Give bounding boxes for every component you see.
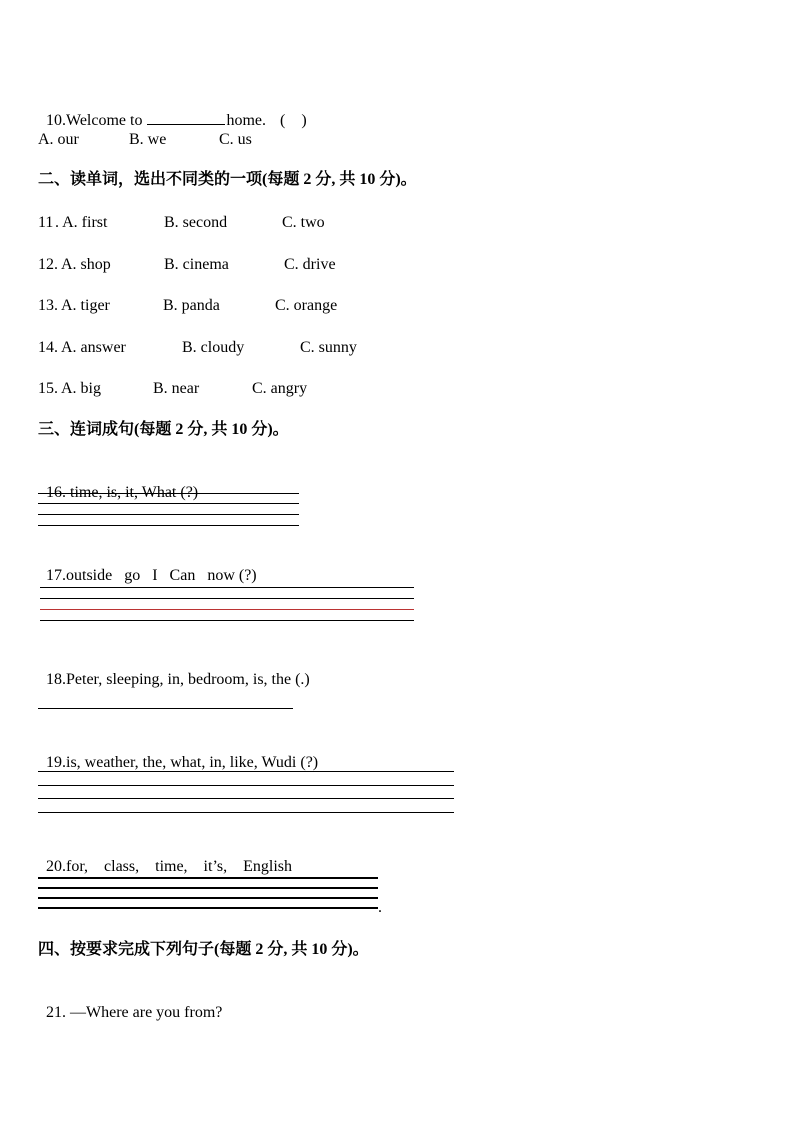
answer-line[interactable] bbox=[40, 620, 414, 621]
question-13-number: 13. bbox=[38, 297, 58, 314]
question-prompt: . time, is, it, What (?) bbox=[62, 484, 199, 501]
option-c: C. two bbox=[282, 214, 325, 231]
question-20 bbox=[38, 837, 292, 877]
answer-line[interactable] bbox=[38, 798, 454, 799]
section-4-heading: 四、按要求完成下列句子(每题 2 分, 共 10 分)。 bbox=[38, 941, 369, 958]
answer-line[interactable] bbox=[38, 785, 454, 786]
answer-line[interactable] bbox=[38, 812, 454, 813]
question-19 bbox=[38, 733, 318, 773]
option-c: C. sunny bbox=[300, 339, 357, 356]
option-b: B. cinema bbox=[164, 256, 229, 273]
question-18 bbox=[38, 650, 310, 690]
answer-line[interactable] bbox=[38, 525, 299, 526]
option-a: A. shop bbox=[61, 256, 111, 273]
question-12-number: 12. bbox=[38, 256, 58, 273]
answer-line[interactable] bbox=[40, 587, 414, 588]
question-text-before: Welcome to bbox=[66, 112, 147, 129]
question-prompt: outside go I Can now (?) bbox=[66, 567, 257, 584]
question-21 bbox=[38, 983, 222, 1023]
option-c: C. us bbox=[219, 131, 252, 148]
question-16 bbox=[38, 463, 198, 503]
answer-line[interactable] bbox=[40, 598, 414, 599]
question-prompt: . —Where are you from? bbox=[62, 1004, 223, 1021]
option-b: B. second bbox=[164, 214, 228, 231]
question-number: 19. bbox=[46, 754, 66, 771]
answer-line[interactable] bbox=[38, 503, 299, 504]
question-number: 16 bbox=[46, 484, 62, 501]
answer-line[interactable] bbox=[38, 514, 299, 515]
option-c: C. drive bbox=[284, 256, 336, 273]
question-15-number: 15. bbox=[38, 380, 58, 397]
sentence-period: . bbox=[378, 899, 382, 916]
option-c: C. angry bbox=[252, 380, 308, 397]
option-a: A. tiger bbox=[61, 297, 110, 314]
answer-line[interactable] bbox=[38, 708, 293, 709]
answer-line[interactable] bbox=[40, 609, 414, 610]
question-10 bbox=[38, 88, 307, 131]
answer-line[interactable] bbox=[38, 897, 378, 899]
option-a: A. big bbox=[61, 380, 101, 397]
question-14-number: 14. bbox=[38, 339, 58, 356]
answer-parentheses[interactable]: ( ) bbox=[280, 112, 307, 129]
option-b: B. near bbox=[153, 380, 200, 397]
question-17 bbox=[38, 546, 257, 586]
question-number: 10. bbox=[46, 112, 66, 129]
section-2-heading: 二、读单词，选出不同类的一项(每题 2 分, 共 10 分)。 bbox=[38, 171, 417, 188]
answer-line[interactable] bbox=[38, 771, 454, 772]
question-text-after: home. bbox=[226, 112, 267, 129]
question-prompt: for, class, time, it’s, English bbox=[66, 858, 293, 875]
option-a: A. answer bbox=[61, 339, 126, 356]
answer-line[interactable] bbox=[38, 877, 378, 879]
option-b: B. panda bbox=[163, 297, 220, 314]
section-3-heading: 三、连词成句(每题 2 分, 共 10 分)。 bbox=[38, 421, 289, 438]
question-number: 20. bbox=[46, 858, 66, 875]
option-c: C. orange bbox=[275, 297, 338, 314]
question-prompt: Peter, sleeping, in, bedroom, is, the (.) bbox=[66, 671, 310, 688]
option-b: B. we bbox=[129, 131, 167, 148]
question-number: 21 bbox=[46, 1004, 62, 1021]
answer-blank[interactable] bbox=[147, 108, 225, 125]
option-a: A. our bbox=[38, 131, 79, 148]
option-b: B. cloudy bbox=[182, 339, 245, 356]
question-11-number: 11 bbox=[38, 214, 54, 231]
answer-line[interactable] bbox=[38, 887, 378, 889]
answer-line[interactable] bbox=[38, 493, 299, 494]
answer-line[interactable] bbox=[38, 907, 378, 909]
question-number: 17. bbox=[46, 567, 66, 584]
question-number: 18. bbox=[46, 671, 66, 688]
question-prompt: is, weather, the, what, in, like, Wudi (?) bbox=[66, 754, 319, 771]
option-a: . A. first bbox=[55, 214, 108, 231]
